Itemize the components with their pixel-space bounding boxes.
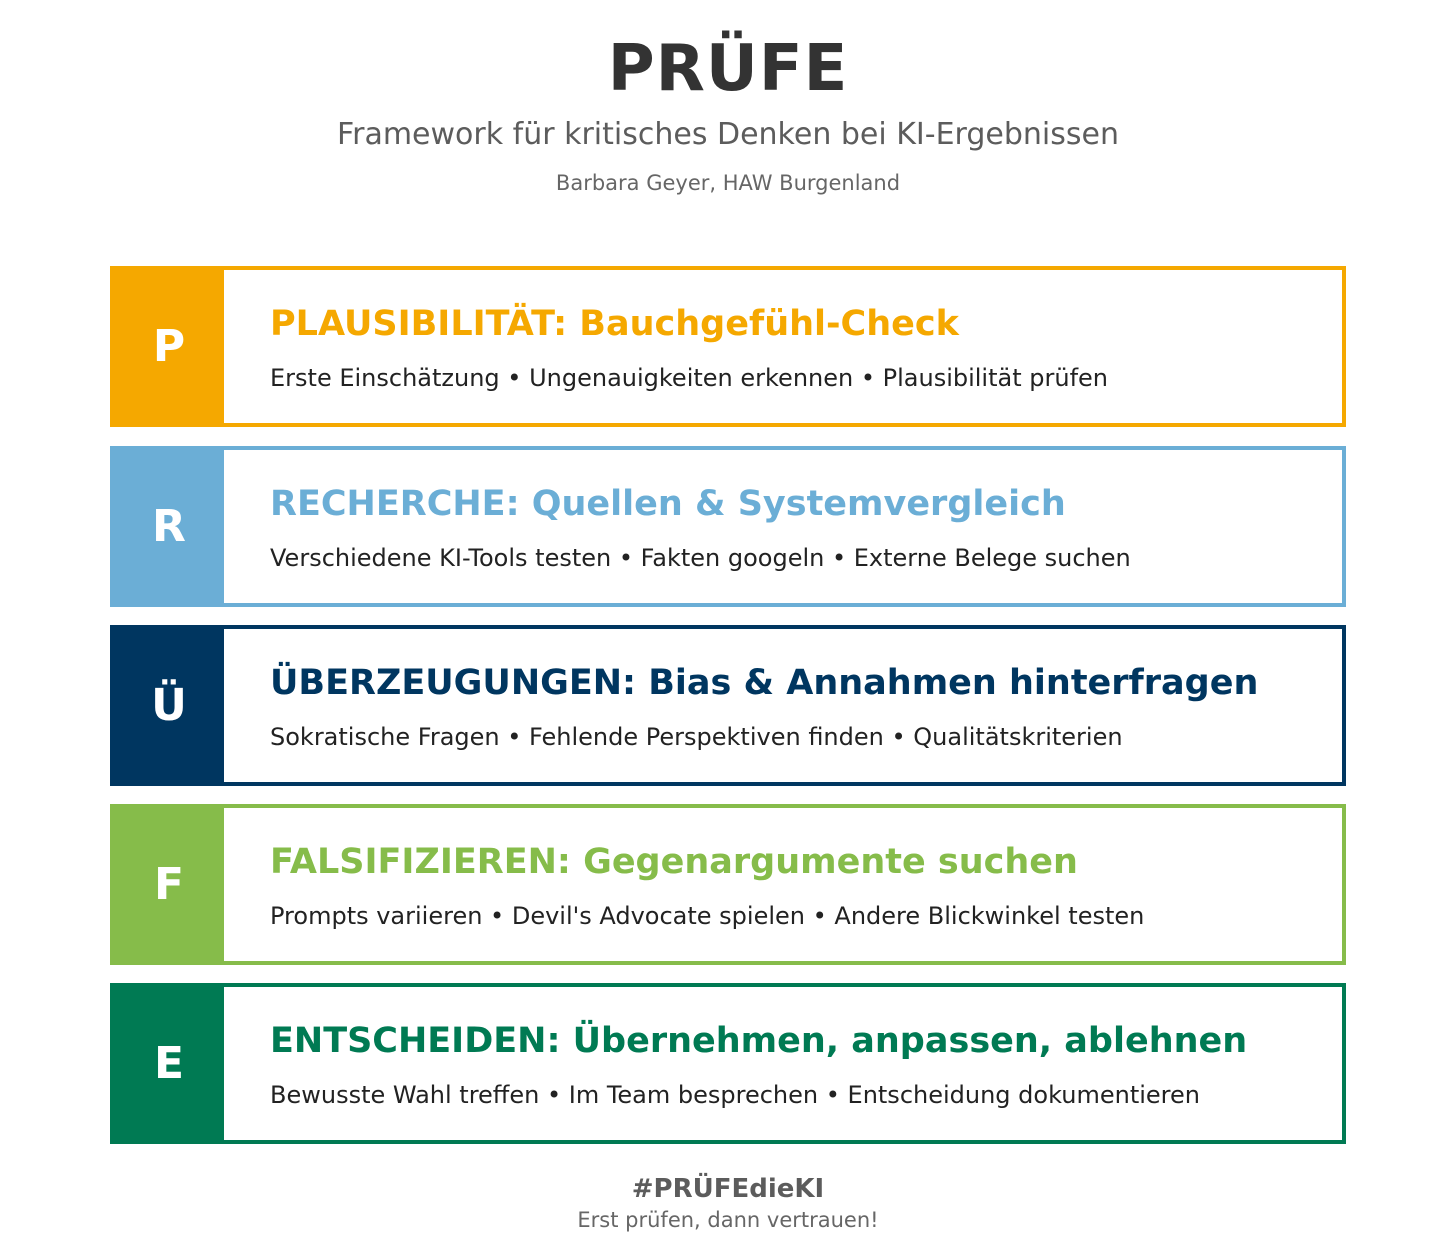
step-title: FALSIFIZIEREN: Gegenargumente suchen: [270, 842, 1078, 882]
step-title: RECHERCHE: Quellen & Systemvergleich: [270, 484, 1066, 524]
step-card-plausibilitaet: [110, 266, 1346, 427]
step-card-recherche: [110, 446, 1346, 607]
step-card-entscheiden: [110, 983, 1346, 1144]
step-letter: F: [114, 808, 224, 961]
step-card-falsifizieren: [110, 804, 1346, 965]
step-letter: R: [114, 450, 224, 603]
author-line: Barbara Geyer, HAW Burgenland: [555, 171, 901, 195]
step-description: Bewusste Wahl treffen • Im Team besprechen • Entscheidung dokumentieren: [270, 1081, 1200, 1109]
step-description: Verschiedene KI-Tools testen • Fakten googeln • Externe Belege suchen: [270, 544, 1131, 572]
step-description: Sokratische Fragen • Fehlende Perspektiven finden • Qualitätskriterien: [270, 723, 1123, 751]
footer-hashtag: #PRÜFEdieKI: [631, 1174, 825, 1204]
step-letter: Ü: [114, 629, 224, 782]
step-description: Erste Einschätzung • Ungenauigkeiten erkennen • Plausibilität prüfen: [270, 364, 1108, 392]
step-letter: E: [114, 987, 224, 1140]
step-title: ENTSCHEIDEN: Übernehmen, anpassen, ablehnen: [270, 1021, 1248, 1061]
step-card-ueberzeugungen: [110, 625, 1346, 786]
page-subtitle: Framework für kritisches Denken bei KI-Ergebnissen: [337, 117, 1119, 152]
step-description: Prompts variieren • Devil's Advocate spielen • Andere Blickwinkel testen: [270, 902, 1145, 930]
step-title: ÜBERZEUGUNGEN: Bias & Annahmen hinterfragen: [270, 663, 1259, 703]
step-letter: P: [114, 270, 224, 423]
step-title: PLAUSIBILITÄT: Bauchgefühl-Check: [270, 304, 959, 344]
page-title: PRÜFE: [607, 32, 849, 106]
footer-tagline: Erst prüfen, dann vertrauen!: [577, 1208, 879, 1232]
